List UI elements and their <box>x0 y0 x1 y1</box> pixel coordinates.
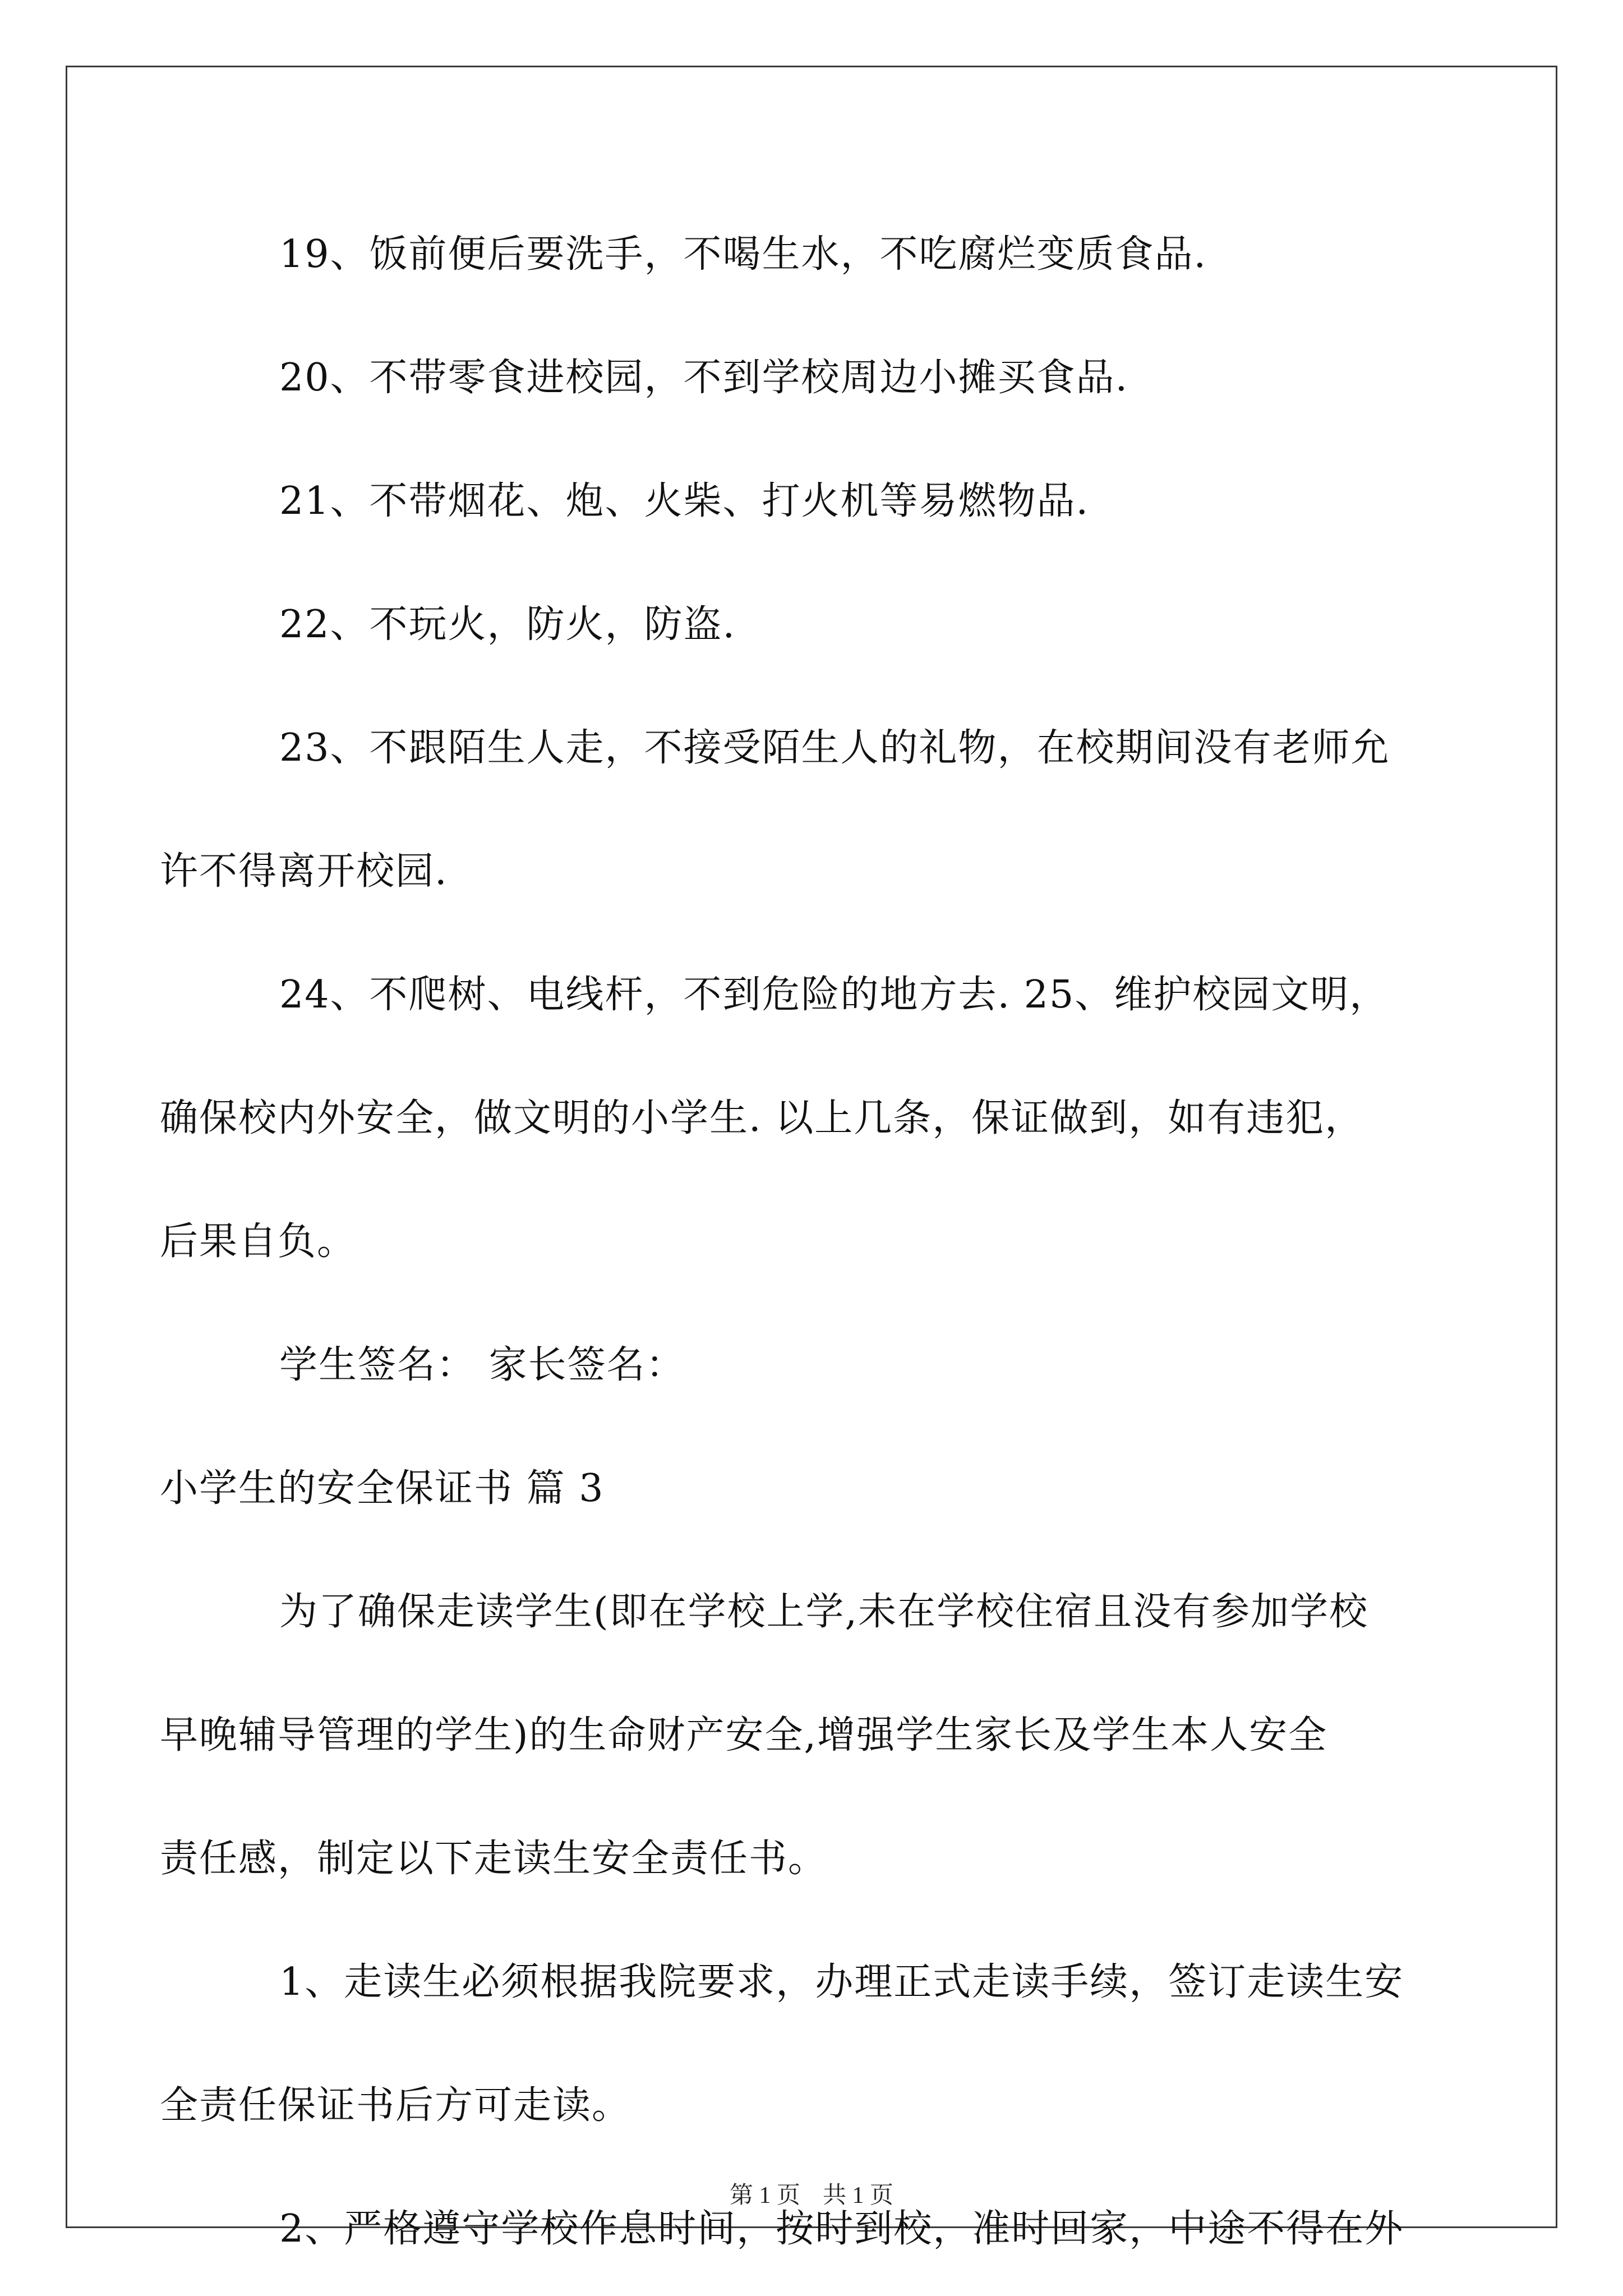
text-line: 责任感，制定以下走读生安全责任书。 <box>160 1837 828 1881</box>
text-line: 许不得离开校园. <box>160 849 448 894</box>
text-line: 1、走读生必须根据我院要求，办理正式走读手续，签订走读生安 <box>279 1960 1404 2004</box>
text-line: 22、不玩火，防火，防盗. <box>279 602 736 647</box>
total-pages: 共 1 页 <box>823 2183 894 2208</box>
text-line: 全责任保证书后方可走读。 <box>160 2083 631 2128</box>
text-line: 早晚辅导管理的学生)的生命财产安全,增强学生家长及学生本人安全 <box>160 1713 1328 1757</box>
section-heading: 小学生的安全保证书 篇 3 <box>160 1466 605 1511</box>
text-line: 21、不带烟花、炮、火柴、打火机等易燃物品. <box>279 479 1090 523</box>
page-frame <box>66 66 1557 2251</box>
text-line: 2、严格遵守学校作息时间，按时到校，准时回家，中途不得在外 <box>279 2207 1404 2251</box>
document-body <box>67 67 1556 2251</box>
page-number: 第 1 页 <box>729 2183 800 2208</box>
text-line: 为了确保走读学生(即在学校上学,未在学校住宿且没有参加学校 <box>279 1590 1369 1634</box>
signature-line: 学生签名： 家长签名： <box>279 1343 685 1387</box>
text-line: 后果自负。 <box>160 1220 357 1264</box>
text-line: 24、不爬树、电线杆，不到危险的地方去. 25、维护校园文明， <box>279 973 1389 1017</box>
text-line: 19、饭前便后要洗手，不喝生水，不吃腐烂变质食品. <box>279 232 1207 277</box>
text-line: 确保校内外安全，做文明的小学生. 以上几条，保证做到，如有违犯， <box>160 1096 1364 1140</box>
text-line: 23、不跟陌生人走，不接受陌生人的礼物，在校期间没有老师允 <box>279 726 1390 770</box>
page-footer <box>0 2184 1623 2207</box>
text-line: 20、不带零食进校园，不到学校周边小摊买食品. <box>279 356 1129 400</box>
